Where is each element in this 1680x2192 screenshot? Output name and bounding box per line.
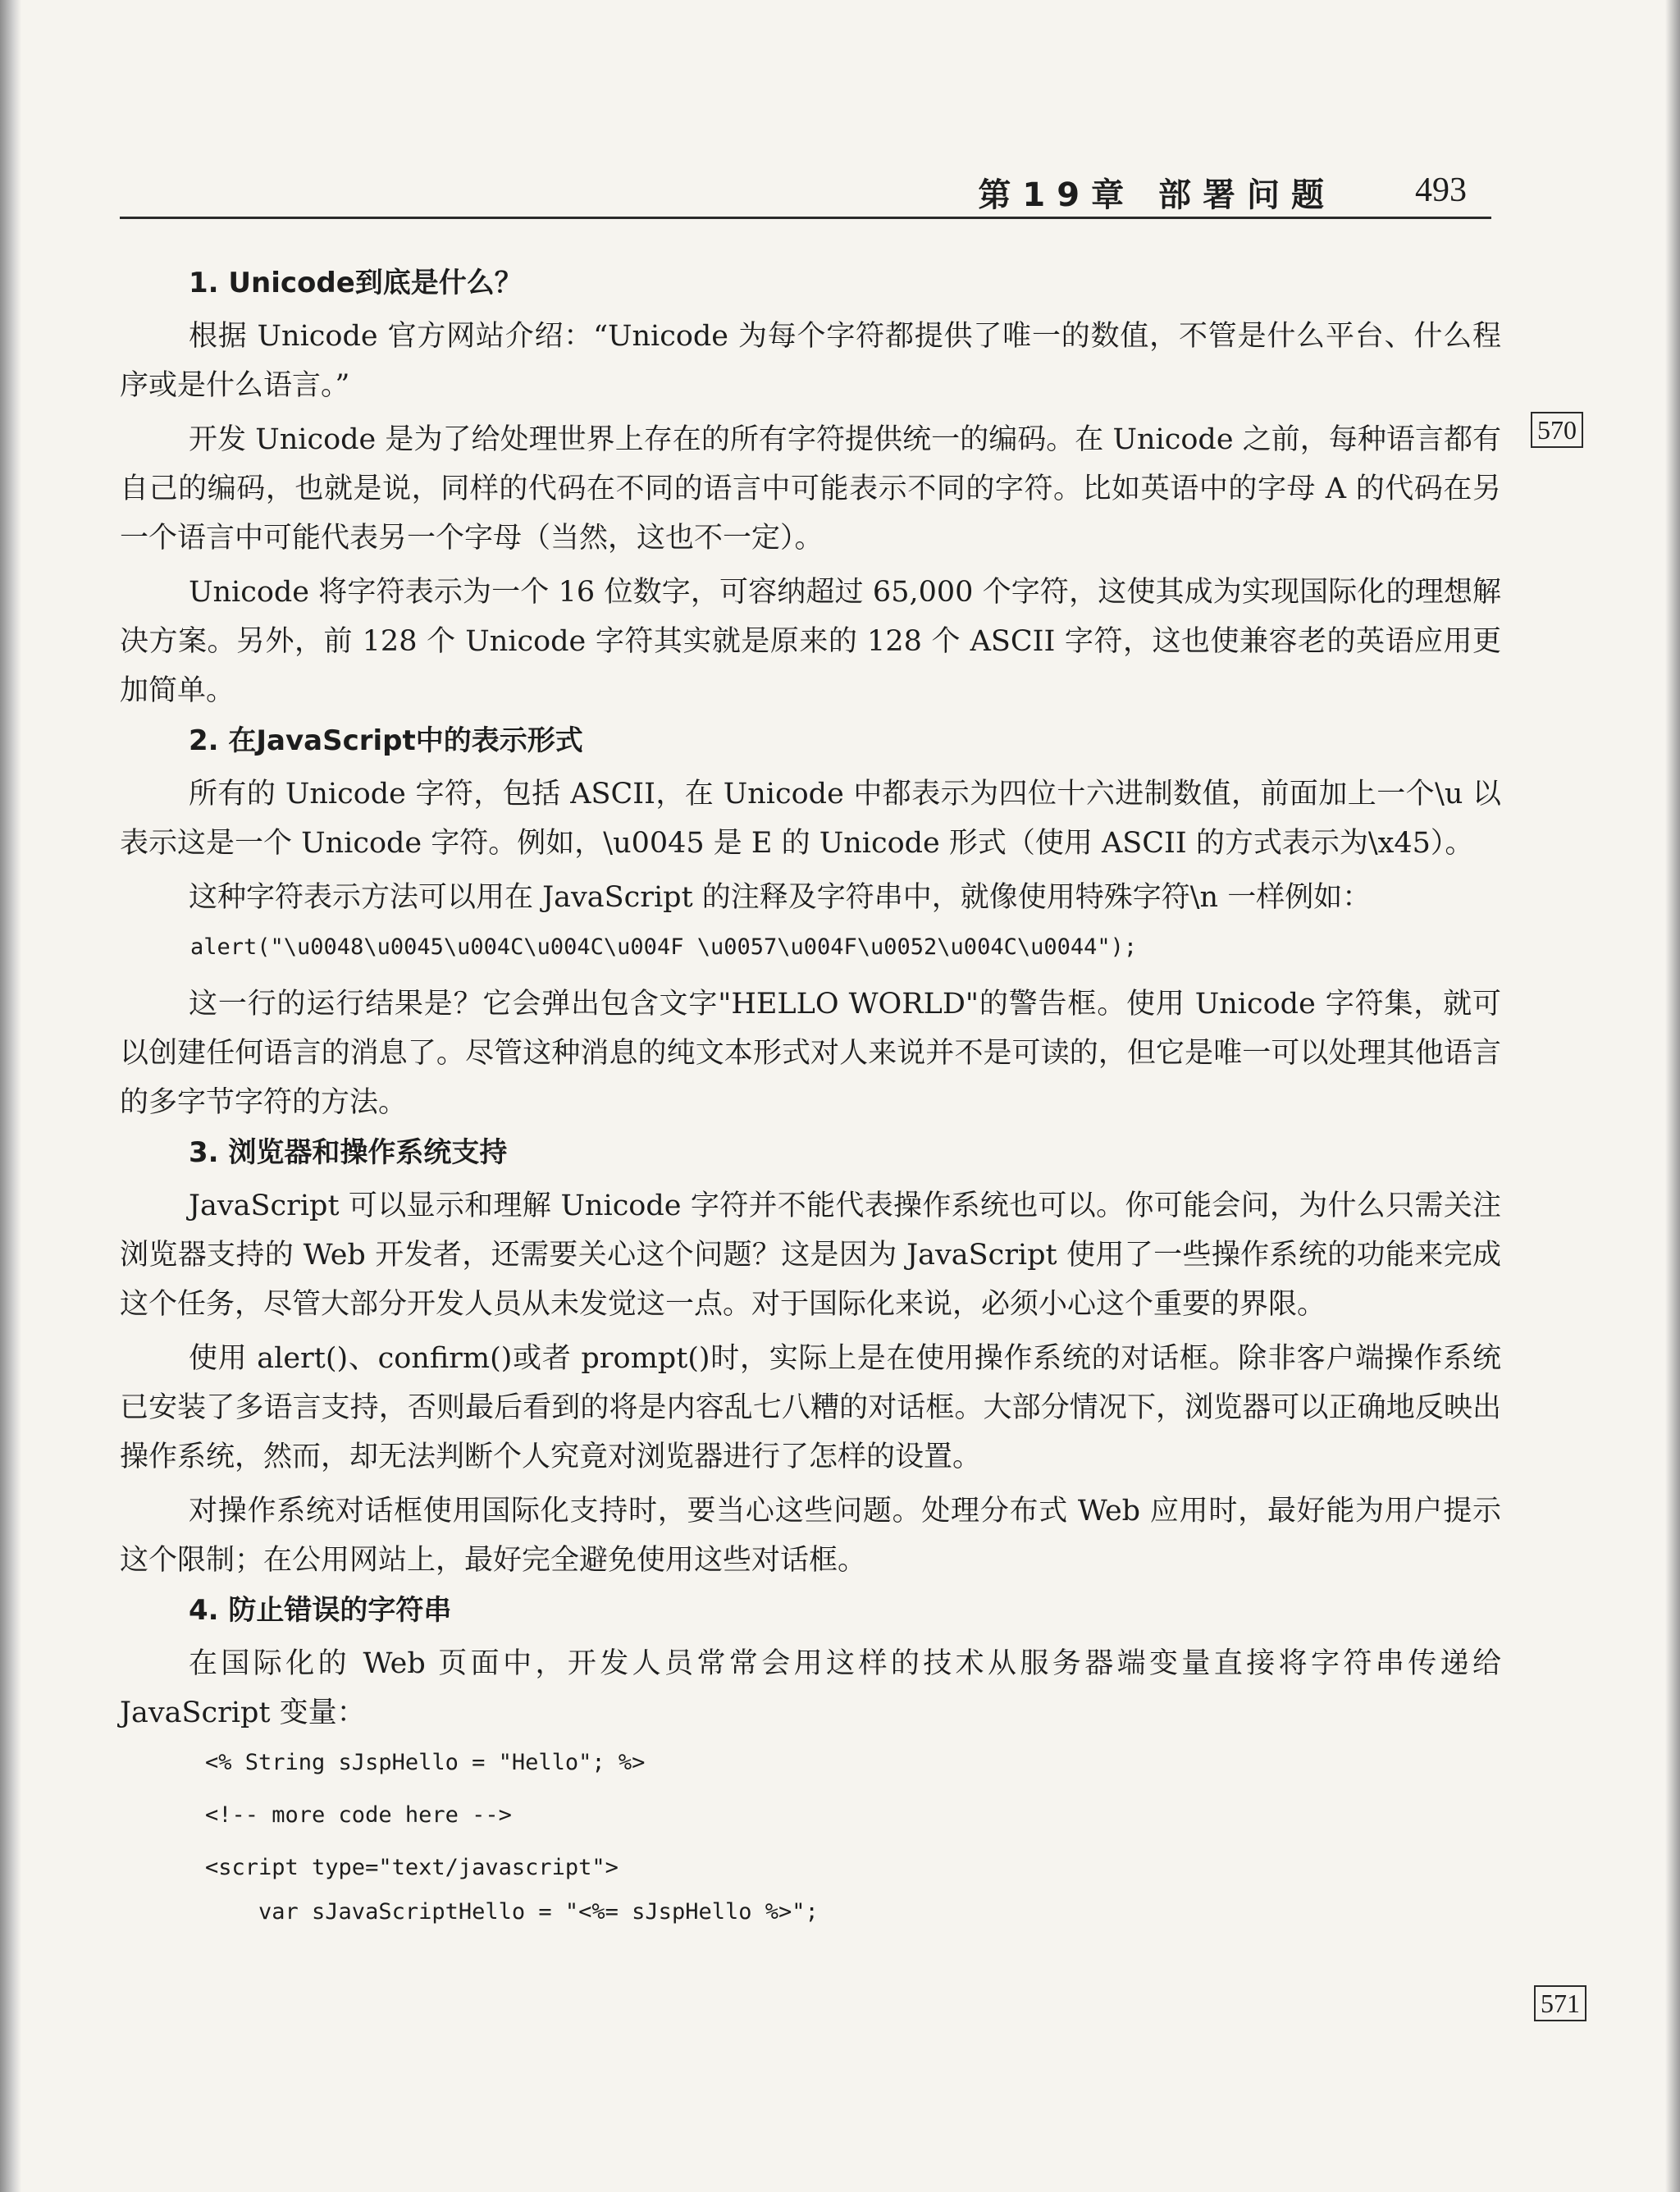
paragraph: 这种字符表示方法可以用在 JavaScript 的注释及字符串中，就像使用特殊字符\n 一样例如： (189, 881, 1372, 914)
running-header (120, 164, 1491, 219)
code-line: var sJavaScriptHello = "<%= sJspHello %>"; (205, 1899, 819, 1925)
margin-page-marker: 570 (1531, 412, 1583, 448)
code-line: <script type="text/javascript"> (205, 1855, 619, 1880)
code-line: <!-- more code here --> (205, 1802, 512, 1828)
page-number: 493 (1415, 171, 1467, 209)
section-heading: 4. 防止错误的字符串 (189, 1594, 452, 1627)
page-edge-shadow (1665, 0, 1680, 2192)
margin-page-marker: 571 (1534, 1985, 1586, 2021)
paragraph: Unicode 将字符表示为一个 16 位数字，可容纳超过 65,000 个字符，这使其成为实现国际化的理想解决方案。另外，前 128 个 Unicode 字符其实就是原来的 128 个 ASCII 字符，这也使兼容老的英语应用更加简单。 (120, 576, 1501, 707)
chapter-title: 第19章 部署问题 (978, 176, 1335, 214)
section-heading: 1. Unicode到底是什么？ (189, 267, 523, 299)
page-body (120, 263, 1501, 1944)
paragraph: 所有的 Unicode 字符，包括 ASCII，在 Unicode 中都表示为四位十六进制数值，前面加上一个\u 以表示这是一个 Unicode 字符。例如，\u0045 是 E 的 Unicode 形式（使用 ASCII 的方式表示为\x45）。 (120, 778, 1501, 860)
paragraph: 使用 alert()、confirm()或者 prompt()时，实际上是在使用操作系统的对话框。除非客户端操作系统已安装了多语言支持，否则最后看到的将是内容乱七八糟的对话框。大部分情况下，浏览器可以正确地反映出操作系统，然而，却无法判断个人究竟对浏览器进行了怎样的设置。 (120, 1342, 1501, 1473)
code-line: <% String sJspHello = "Hello"; %> (205, 1750, 646, 1775)
paragraph: 根据 Unicode 官方网站介绍：“Unicode 为每个字符都提供了唯一的数值，不管是什么平台、什么程序或是什么语言。” (120, 320, 1501, 402)
paragraph: JavaScript 可以显示和理解 Unicode 字符并不能代表操作系统也可以。你可能会问，为什么只需关注浏览器支持的 Web 开发者，还需要关心这个问题？这是因为 JavaScript 使用了一些操作系统的功能来完成这个任务，尽管大部分开发人员从未发觉这一点。对于国际化来说，必须小心这个重要的界限。 (120, 1190, 1501, 1321)
section-heading: 3. 浏览器和操作系统支持 (189, 1136, 508, 1169)
section-heading: 2. 在JavaScript中的表示形式 (189, 724, 583, 757)
paragraph: 这一行的运行结果是？它会弹出包含文字"HELLO WORLD"的警告框。使用 Unicode 字符集，就可以创建任何语言的消息了。尽管这种消息的纯文本形式对人来说并不是可读的，但它是唯一可以处理其他语言的多字节字符的方法。 (120, 988, 1501, 1119)
code-line: alert("\u0048\u0045\u004C\u004C\u004F \u0057\u004F\u0052\u004C\u0044"); (190, 934, 1138, 960)
paragraph: 开发 Unicode 是为了给处理世界上存在的所有字符提供统一的编码。在 Unicode 之前，每种语言都有自己的编码，也就是说，同样的代码在不同的语言中可能表示不同的字符。比如英语中的字母 A 的代码在另一个语言中可能代表另一个字母（当然，这也不一定）。 (120, 423, 1501, 555)
page-binding-shadow (0, 0, 21, 2192)
paragraph: 在国际化的 Web 页面中，开发人员常常会用这样的技术从服务器端变量直接将字符串传递给 JavaScript 变量： (120, 1647, 1501, 1729)
paragraph: 对操作系统对话框使用国际化支持时，要当心这些问题。处理分布式 Web 应用时，最好能为用户提示这个限制；在公用网站上，最好完全避免使用这些对话框。 (120, 1495, 1501, 1577)
